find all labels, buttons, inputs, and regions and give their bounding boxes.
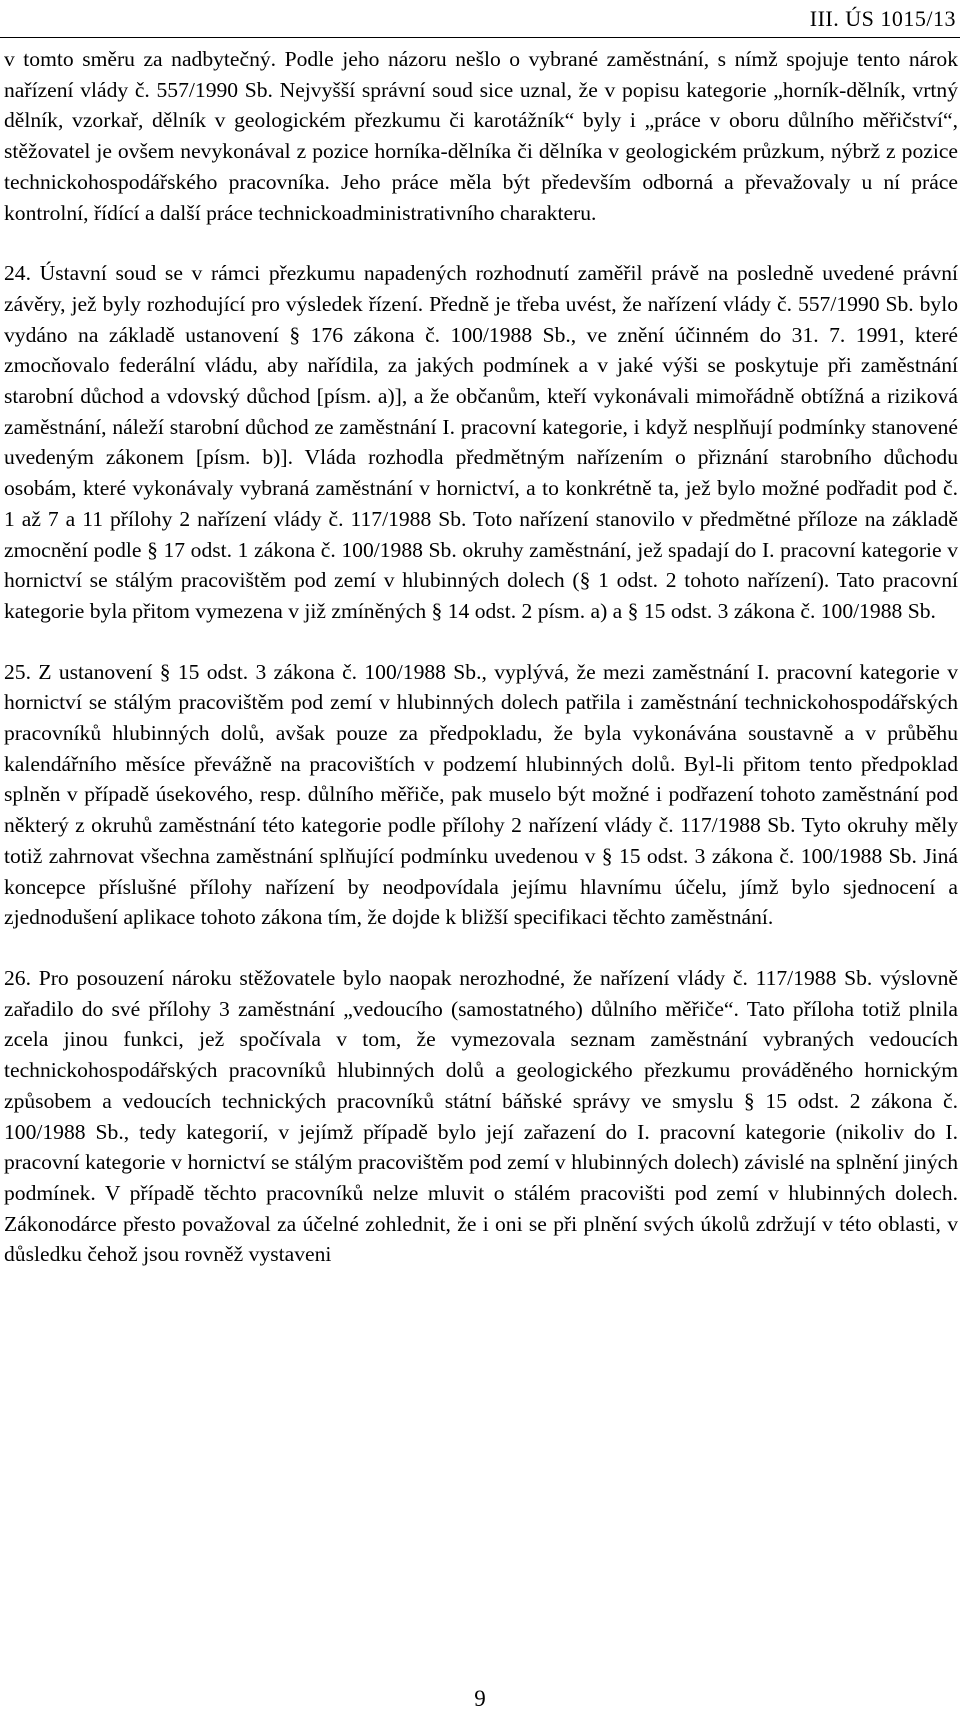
header-divider: [0, 37, 960, 38]
page-number: 9: [474, 1686, 486, 1711]
paragraph-24: 24. Ústavní soud se v rámci přezkumu napadených rozhodnutí zaměřil právě na posledně uvedené právní závěry, jež byly rozhodující pro výsledek řízení. Předně je třeba uvést, že nařízení vlády č. 557/1990 Sb. bylo vydáno na základě ustanovení § 176 zákona č. 100/1988 Sb., ve znění účinném do 31. 7. 1991, které zmocňovalo federální vládu, aby nařídila, za jakých podmínek a v jaké výši se poskytuje při zaměstnání starobní důchod a vdovský důchod [písm. a)], a že občanům, kteří vykonávali mimořádně obtížná a riziková zaměstnání, náleží starobní důchod ze zaměstnání I. pracovní kategorie, i když nesplňují podmínky stanovené uvedeným zákonem [písm. b)]. Vláda rozhodla předmětným nařízením o přiznání starobního důchodu osobám, které vykonávaly vybraná zaměstnání v hornictví, a to konkrétně ta, jež bylo možné podřadit pod č. 1 až 7 a 11 přílohy 2 nařízení vlády č. 117/1988 Sb. Toto nařízení stanovilo v předmětné příloze na základě zmocnění podle § 17 odst. 1 zákona č. 100/1988 Sb. okruhy zaměstnání, jež spadají do I. pracovní kategorie v hornictví se stálým pracovištěm pod zemí v hlubinných dolech (§ 1 odst. 2 tohoto nařízení). Tato pracovní kategorie byla přitom vymezena v již zmíněných § 14 odst. 2 písm. a) a § 15 odst. 3 zákona č. 100/1988 Sb.: [4, 261, 958, 623]
paragraph-continuation: v tomto směru za nadbytečný. Podle jeho názoru nešlo o vybrané zaměstnání, s nímž spojuje tento nárok nařízení vlády č. 557/1990 Sb. Nejvyšší správní soud sice uznal, že v popisu kategorie „horník-dělník, vrtný dělník, vzorkař, dělník v geologickém přezkumu či karotážník“ byly i „práce v oboru důlního měřičství“, stěžovatel je ovšem nevykonával z pozice horníka-dělníka či dělníka v geologickém průzkum, nýbrž z pozice technickohospodářského pracovníka. Jeho práce měla být především odborná a převažovaly u ní práce kontrolní, řídící a další práce technickoadministrativního charakteru.: [4, 47, 958, 225]
paragraph-25: 25. Z ustanovení § 15 odst. 3 zákona č. 100/1988 Sb., vyplývá, že mezi zaměstnání I. pracovní kategorie v hornictví se stálým pracovištěm pod zemí v hlubinných dolech patřila i zaměstnání technickohospodářských pracovníků hlubinných dolů, avšak pouze za předpokladu, že byla vykonávána soustavně a v průběhu kalendářního měsíce převážně na pracovištích v podzemí hlubinných dolů. Byl-li přitom tento předpoklad splněn v případě úsekového, resp. důlního měřiče, pak muselo být možné i podřazení tohoto zaměstnání pod některý z okruhů zaměstnání této kategorie podle přílohy 2 nařízení vlády č. 117/1988 Sb. Tyto okruhy měly totiž zahrnovat všechna zaměstnání splňující podmínku uvedenou v § 15 odst. 3 zákona č. 100/1988 Sb. Jiná koncepce příslušné přílohy nařízení by neodpovídala jejímu hlavnímu účelu, jímž bylo sjednocení a zjednodušení aplikace tohoto zákona tím, že dojde k bližší specifikaci těchto zaměstnání.: [4, 659, 958, 930]
case-reference-header: III. ÚS 1015/13: [809, 6, 956, 31]
document-body: [4, 44, 958, 1270]
paragraph-26: 26. Pro posouzení nároku stěžovatele bylo naopak nerozhodné, že nařízení vlády č. 117/1988 Sb. výslovně zařadilo do své přílohy 3 zaměstnání „vedoucího (samostatného) důlního měřiče“. Tato příloha totiž plnila zcela jinou funkci, jež spočívala v tom, že vymezovala seznam zaměstnání vybraných vedoucích technickohospodářských pracovníků hlubinných dolů a geologického přezkumu prováděného hornickým způsobem a vedoucích technických pracovníků státní báňské správy ve smyslu § 15 odst. 2 zákona č. 100/1988 Sb., tedy kategorií, v jejímž případě bylo její zařazení do I. pracovní kategorie (nikoliv do I. pracovní kategorie v hornictví se stálým pracovištěm pod zemí v hlubinných dolech) závislé na splnění jiných podmínek. V případě těchto pracovníků nelze mluvit o stálém pracovišti pod zemí v hlubinných dolech. Zákonodárce přesto považoval za účelné zohlednit, že i oni se při plnění svých úkolů zdržují v této oblasti, v důsledku čehož jsou rovněž vystaveni: [4, 965, 958, 1267]
